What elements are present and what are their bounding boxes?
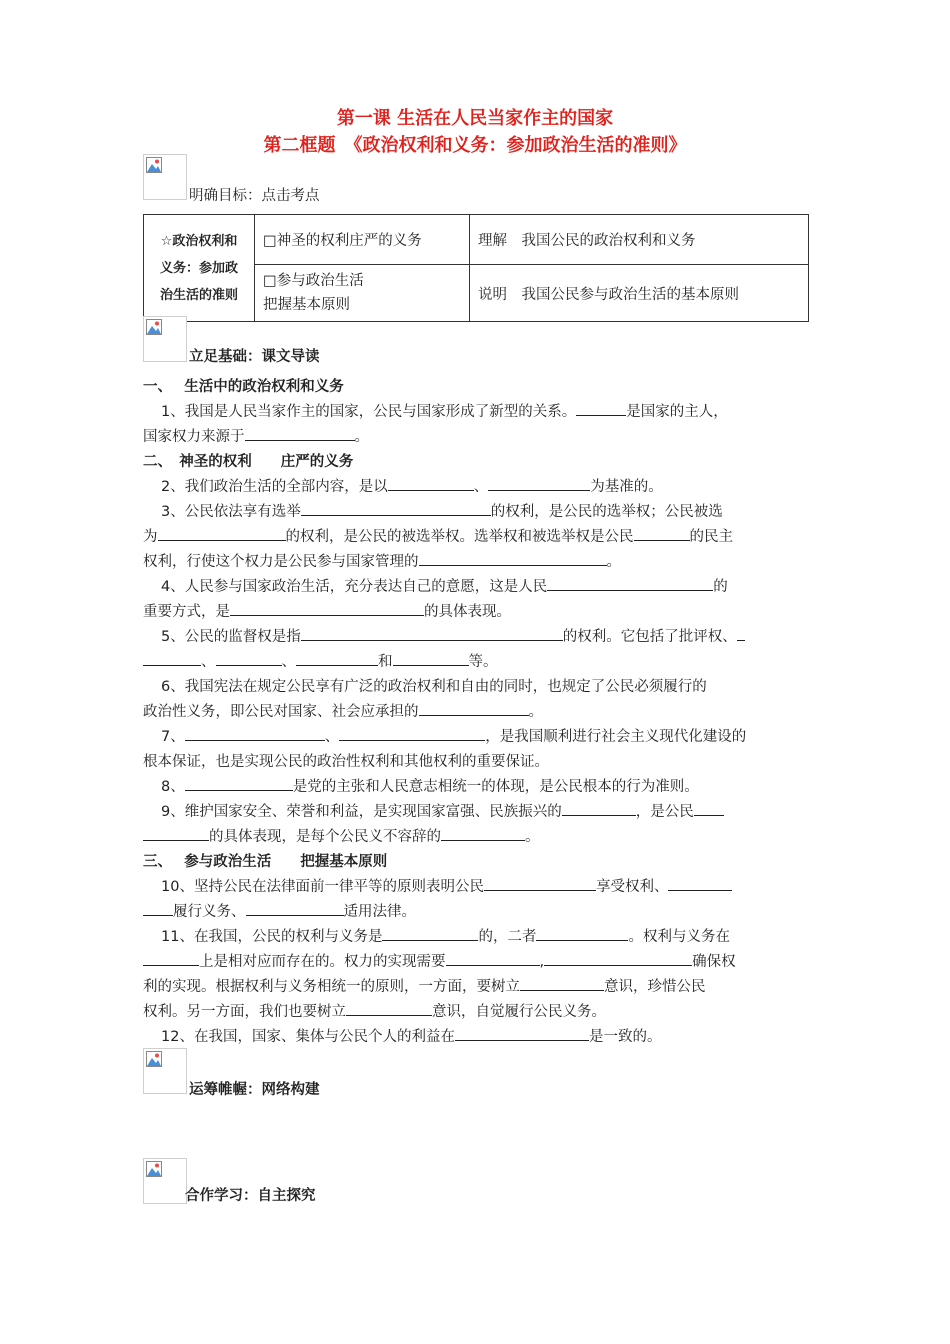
fill-blank[interactable] <box>441 825 525 841</box>
item-1-cont: 国家权力来源于 。 <box>143 425 809 450</box>
fill-blank[interactable] <box>547 575 713 591</box>
section-heading-2: 二、 神圣的权利 庄严的义务 <box>143 454 354 470</box>
fill-blank[interactable] <box>520 975 604 991</box>
broken-image-icon <box>143 316 187 362</box>
fill-blank[interactable] <box>143 900 173 916</box>
item-11: 11、在我国，公民的权利与义务是 的，二者 。权利与义务在 <box>143 925 809 950</box>
goals-point-1: □神圣的权利庄严的义务 <box>255 215 470 265</box>
basics-label: 立足基础：课文导读 <box>189 349 320 365</box>
goals-requirement-1: 理解 我国公民的政治权利和义务 <box>470 215 809 265</box>
goals-point-2a: □参与政治生活 <box>263 273 364 289</box>
fill-blank[interactable] <box>245 425 355 441</box>
fill-blank[interactable] <box>339 725 485 741</box>
network-label: 运筹帷幄：网络构建 <box>189 1082 320 1098</box>
fill-blank[interactable] <box>158 525 286 541</box>
item-3-cont: 为 的权利，是公民的被选举权。选举权和被选举权是公民 的民主 <box>143 525 809 550</box>
lesson-subtitle: 第二框题 《政治权利和义务：参加政治生活的准则》 <box>263 135 687 156</box>
coop-label: 合作学习：自主探究 <box>185 1188 316 1204</box>
fill-blank[interactable] <box>488 475 590 491</box>
image-placeholder-icon <box>146 319 162 335</box>
item-5-cont: 、 、 和 等。 <box>143 650 809 675</box>
item-6: 6、我国宪法在规定公民享有广泛的政治权利和自由的同时，也规定了公民必须履行的 <box>161 679 707 695</box>
image-placeholder-icon <box>146 1051 162 1067</box>
fill-blank[interactable] <box>484 875 596 891</box>
item-3: 3、公民依法享有选举 的权利，是公民的选举权；公民被选 <box>143 500 809 525</box>
fill-blank[interactable] <box>346 1000 432 1016</box>
fill-blank[interactable] <box>296 650 378 666</box>
item-2: 2、我们政治生活的全部内容，是以 、 为基准的。 <box>143 475 809 500</box>
topic-line: 义务：参加政 <box>159 260 238 276</box>
fill-blank[interactable] <box>185 775 293 791</box>
fill-blank[interactable] <box>544 950 692 966</box>
fill-blank[interactable] <box>446 950 540 966</box>
item-11-cont3: 权利。另一方面，我们也要树立 意识，自觉履行公民义务。 <box>143 1000 809 1025</box>
fill-blank[interactable] <box>536 925 628 941</box>
broken-image-icon <box>143 1048 187 1094</box>
fill-blank[interactable] <box>301 500 491 516</box>
item-10: 10、坚持公民在法律面前一律平等的原则表明公民 享受权利、 <box>143 875 809 900</box>
item-9-cont: 的具体表现，是每个公民义不容辞的 。 <box>143 825 809 850</box>
topic-line: 治生活的准则 <box>159 287 238 303</box>
item-7-cont: 根本保证，也是实现公民的政治性权利和其他权利的重要保证。 <box>143 754 549 770</box>
fill-blank[interactable] <box>143 950 199 966</box>
fill-blank[interactable] <box>419 550 607 566</box>
goals-point-2 <box>255 265 470 322</box>
fill-blank[interactable] <box>230 600 424 616</box>
fill-blank[interactable] <box>185 725 325 741</box>
item-11-cont: 上是相对应而存在的。权力的实现需要 , 确保权 <box>143 950 809 975</box>
item-6-cont: 政治性义务，即公民对国家、社会应承担的 。 <box>143 700 809 725</box>
reading-guide <box>143 375 809 1050</box>
fill-blank[interactable] <box>419 700 529 716</box>
goals-point-2b: 把握基本原则 <box>263 297 350 313</box>
item-4: 4、人民参与国家政治生活，充分表达自己的意愿，这是人民 的 <box>143 575 809 600</box>
fill-blank[interactable] <box>576 400 626 416</box>
goals-topic-cell <box>144 215 255 322</box>
item-11-cont2: 利的实现。根据权利与义务相统一的原则，一方面，要树立 意识，珍惜公民 <box>143 975 809 1000</box>
fill-blank[interactable] <box>668 875 732 891</box>
fill-blank[interactable] <box>246 900 344 916</box>
broken-image-icon <box>143 1158 187 1204</box>
item-10-cont: 履行义务、 适用法律。 <box>143 900 809 925</box>
goals-table <box>143 214 809 322</box>
fill-blank[interactable] <box>216 650 282 666</box>
fill-blank[interactable] <box>562 800 636 816</box>
fill-blank[interactable] <box>382 925 478 941</box>
image-placeholder-icon <box>146 1161 162 1177</box>
fill-blank[interactable] <box>143 825 209 841</box>
goals-requirement-2: 说明 我国公民参与政治生活的基本原则 <box>470 265 809 322</box>
item-4-cont: 重要方式，是 的具体表现。 <box>143 600 809 625</box>
broken-image-icon <box>143 154 187 200</box>
item-1: 1、我国是人民当家作主的国家，公民与国家形成了新型的关系。 是国家的主人， <box>143 400 809 425</box>
goals-label: 明确目标：点击考点 <box>189 188 320 204</box>
item-7: 7、 、 ，是我国顺利进行社会主义现代化建设的 <box>143 725 809 750</box>
item-5: 5、公民的监督权是指 的权利。它包括了批评权、 <box>143 625 809 650</box>
fill-blank[interactable] <box>388 475 474 491</box>
fill-blank[interactable] <box>455 1025 589 1041</box>
fill-blank[interactable] <box>301 625 563 641</box>
lesson-title: 第一课 生活在人民当家作主的国家 <box>336 108 614 129</box>
section-heading-3: 三、 参与政治生活 把握基本原则 <box>143 854 388 870</box>
item-9: 9、维护国家安全、荣誉和利益，是实现国家富强、民族振兴的 ，是公民 <box>143 800 809 825</box>
item-3-cont2: 权利，行使这个权力是公民参与国家管理的 。 <box>143 550 809 575</box>
fill-blank[interactable] <box>393 650 469 666</box>
fill-blank[interactable] <box>634 525 690 541</box>
fill-blank[interactable] <box>143 650 201 666</box>
topic-line: ☆政治权利和 <box>160 233 238 249</box>
item-12: 12、在我国，国家、集体与公民个人的利益在 是一致的。 <box>143 1025 809 1050</box>
image-placeholder-icon <box>146 157 162 173</box>
section-heading-1: 一、 生活中的政治权利和义务 <box>143 379 344 395</box>
fill-blank[interactable] <box>737 625 745 641</box>
item-8: 8、 是党的主张和人民意志相统一的体现，是公民根本的行为准则。 <box>143 775 809 800</box>
fill-blank[interactable] <box>694 800 724 816</box>
